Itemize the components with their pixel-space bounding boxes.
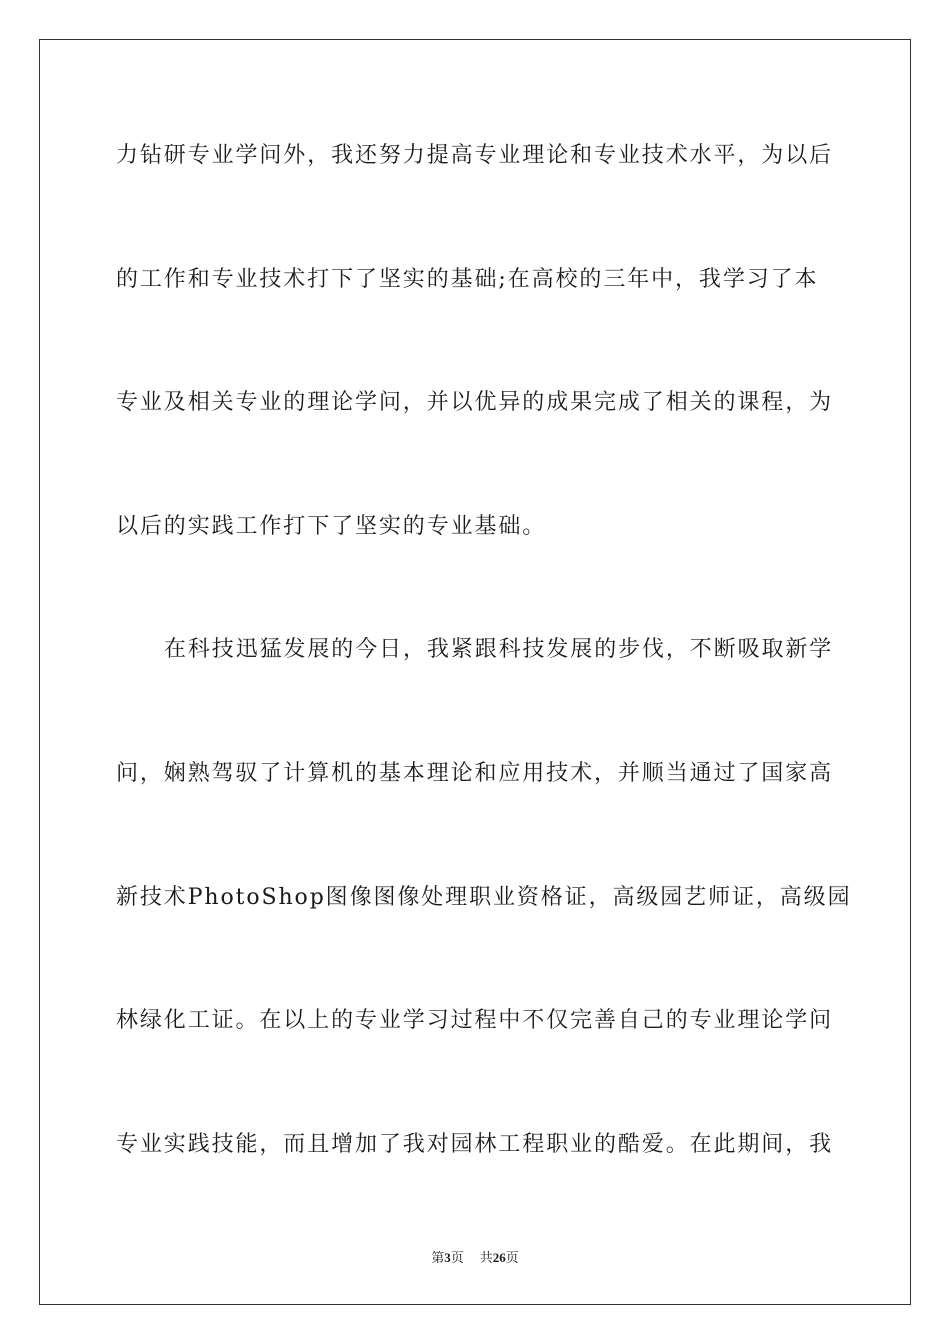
blank-line	[116, 681, 834, 743]
total-pages: 26	[492, 1250, 506, 1265]
page-prefix: 第	[431, 1250, 445, 1265]
page-number: 3	[444, 1250, 451, 1265]
blank-line	[116, 434, 834, 496]
total-suffix: 页	[505, 1250, 519, 1265]
text-line-3: 专业及相关专业的理论学问，并以优异的成果完成了相关的课程，为	[116, 390, 834, 416]
blank-line	[116, 310, 834, 372]
text-line-7: 新技术PhotoShop图像图像处理职业资格证，高级园艺师证，高级园	[116, 884, 852, 910]
blank-line	[116, 1052, 834, 1114]
blank-line	[116, 187, 834, 249]
blank-line	[116, 805, 834, 867]
text-line-4: 以后的实践工作打下了坚实的专业基础。	[116, 513, 547, 539]
text-line-9: 专业实践技能，而且增加了我对园林工程职业的酷爱。在此期间，我	[116, 1131, 834, 1157]
blank-line	[116, 928, 834, 990]
blank-line	[116, 558, 834, 620]
paragraph-start-line: 在科技迅猛发展的今日，我紧跟科技发展的步伐，不断吸取新学	[164, 637, 834, 663]
text-line-2: 的工作和专业技术打下了坚实的基础;在高校的三年中，我学习了本	[116, 266, 819, 292]
page-suffix: 页	[450, 1250, 464, 1265]
text-line-8: 林绿化工证。在以上的专业学习过程中不仅完善自己的专业理论学问	[116, 1008, 834, 1034]
document-body	[116, 125, 852, 1176]
total-prefix: 共	[479, 1250, 493, 1265]
page-footer	[0, 1247, 950, 1266]
text-line-6: 问，娴熟驾驭了计算机的基本理论和应用技术，并顺当通过了国家高	[116, 760, 834, 786]
text-line-1: 力钻研专业学问外，我还努力提高专业理论和专业技术水平，为以后	[116, 143, 834, 168]
